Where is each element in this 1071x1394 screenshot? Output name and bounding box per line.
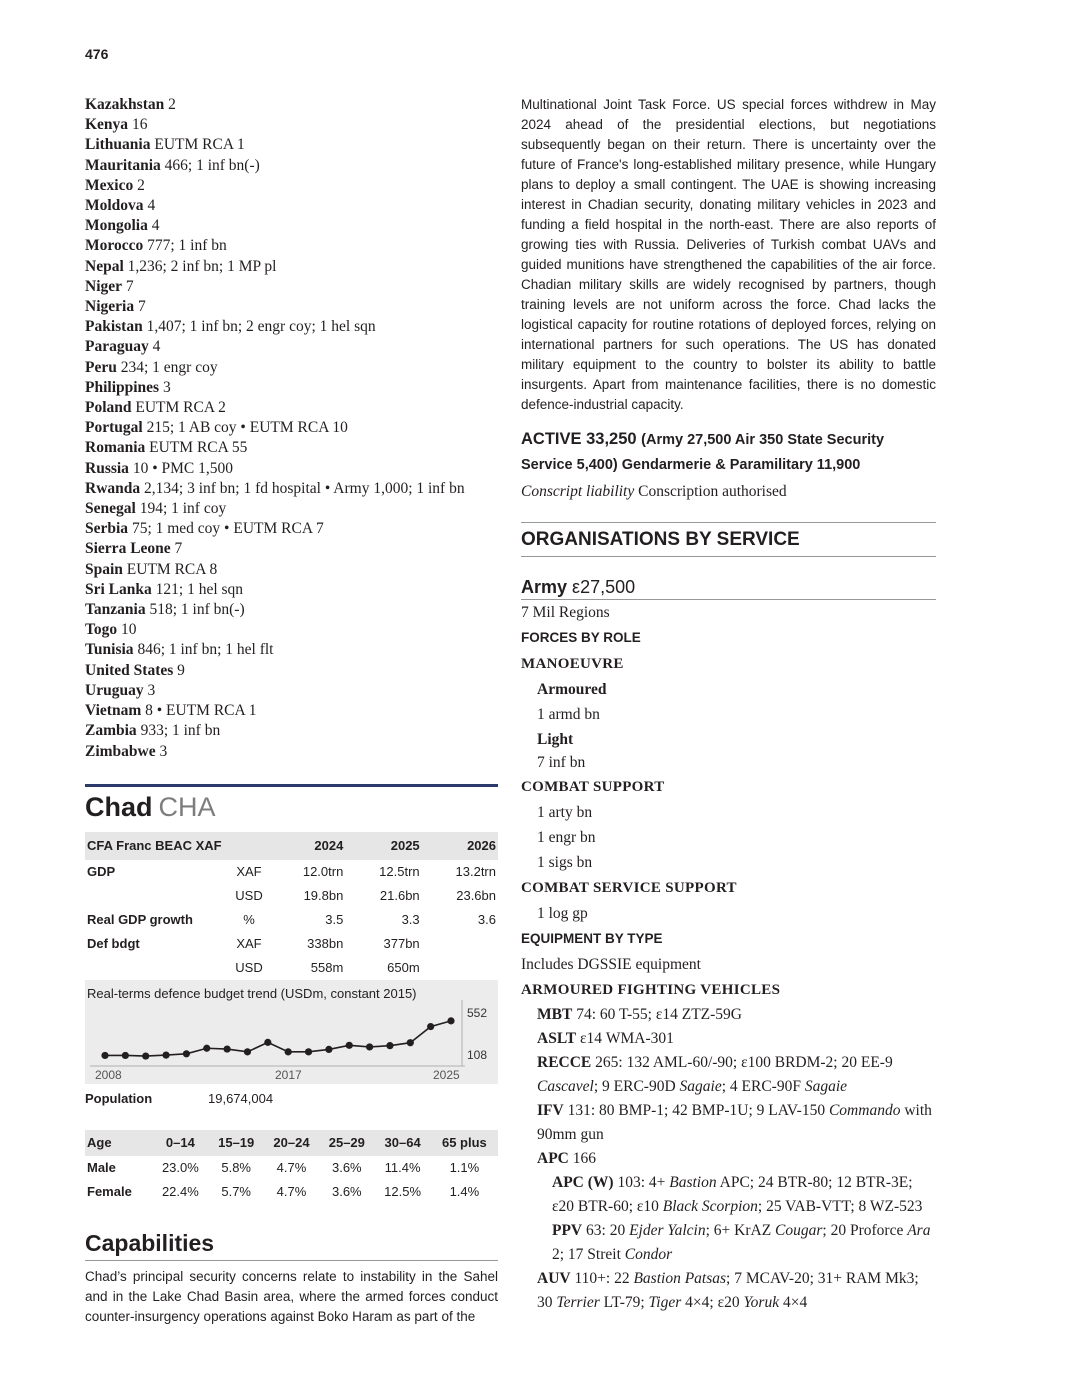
econ-cell: 19.8bn (303, 888, 344, 904)
deployment-row (85, 337, 498, 357)
econ-cell: Real GDP growth (87, 912, 193, 928)
data-point (142, 1052, 149, 1059)
recce-label: RECCE (537, 1054, 592, 1071)
deployment-country: Mauritania (85, 156, 161, 174)
chart-svg (85, 980, 498, 1084)
data-point (244, 1048, 251, 1055)
army-heading (521, 577, 936, 600)
deployment-row (85, 257, 498, 277)
deployment-row (85, 297, 498, 317)
chart-title: Real-terms defence budget trend (USDm, constant 2015) (87, 985, 417, 1001)
conscript-value: Conscription authorised (638, 483, 787, 500)
age-cell: 5.8% (221, 1160, 251, 1176)
population-value: 19,674,004 (208, 1090, 274, 1106)
mbt-text: 74: 60 T-55; ε14 ZTZ-59G (576, 1006, 742, 1023)
deployment-row (85, 115, 498, 135)
deployment-row (85, 358, 498, 378)
econ-row (85, 860, 498, 884)
age-header-cell: 30–64 (374, 1130, 430, 1156)
deployment-row (85, 560, 498, 580)
econ-row (85, 932, 498, 956)
deployment-detail: 8 • EUTM RCA 1 (145, 702, 257, 720)
y-label: 108 (467, 1047, 488, 1062)
deployment-row (85, 156, 498, 176)
econ-cell (85, 884, 229, 908)
deployment-detail: 3 (162, 378, 171, 396)
economic-table (85, 832, 498, 980)
econ-cell: 3.5 (325, 912, 344, 928)
active-detail: (Army 27,500 Air 350 State Security Service 5,400) Gendarmerie & Paramilitary 11,900 (521, 432, 885, 473)
deployment-row (85, 438, 498, 458)
age-header-cell: 20–24 (264, 1130, 319, 1156)
age-cell: 11.4% (384, 1160, 421, 1176)
auv-entry: AUV 110+: 22 Bastion Patsas; 7 MCAV-20; 31+ RAM Mk3; 30 Terrier LT-79; Tiger 4×4; ε20 Yoruk 4×4 (537, 1270, 919, 1311)
econ-cell: 3.3 (401, 912, 420, 928)
deployment-country: Serbia (85, 520, 129, 538)
active-label: ACTIVE 33,250 (521, 430, 637, 448)
deployment-country: Kenya (85, 116, 129, 134)
econ-cell: 558m (310, 960, 344, 976)
currency-label: CFA Franc BEAC XAF (85, 832, 229, 860)
deployment-country: Nigeria (85, 298, 135, 316)
econ-row (85, 884, 498, 908)
armoured-heading: Armoured (537, 681, 607, 698)
deployment-detail: 4 (152, 338, 161, 356)
deployment-row (85, 418, 498, 438)
cs-unit-engr: 1 engr bn (537, 829, 596, 846)
econ-cell: 3.6 (477, 912, 496, 928)
deployment-row (85, 742, 498, 762)
ppv-entry: PPV 63: 20 Ejder Yalcin; 6+ KrAZ Cougar; 20 Proforce Ara 2; 17 Streit Condor (552, 1222, 931, 1263)
deployment-list (85, 95, 498, 762)
deployment-detail: EUTM RCA 8 (126, 560, 218, 578)
econ-cell: XAF (236, 864, 262, 880)
econ-cell: GDP (87, 864, 116, 880)
army-strength: ε27,500 (572, 577, 636, 597)
deployment-row (85, 378, 498, 398)
data-point (285, 1048, 292, 1055)
data-point (264, 1038, 271, 1045)
deployment-detail: 10 (121, 621, 137, 639)
age-cell: 3.6% (331, 1184, 362, 1200)
deployment-row (85, 317, 498, 337)
deployment-country: Pakistan (85, 318, 143, 336)
cs-unit-arty: 1 arty bn (537, 804, 593, 821)
deployment-detail: 466; 1 inf bn(-) (164, 156, 260, 174)
deployment-country: Portugal (85, 419, 143, 437)
x-tick-label: 2025 (433, 1067, 460, 1082)
deployment-row (85, 620, 498, 640)
deployment-detail: 16 (131, 116, 148, 134)
age-cell: 1.4% (449, 1184, 480, 1200)
armoured-units: 1 armd bn (537, 706, 600, 723)
deployment-detail: 75; 1 med coy • EUTM RCA 7 (131, 520, 324, 538)
deployment-detail: 7 (137, 298, 146, 316)
econ-cell: USD (235, 888, 263, 904)
deployment-row (85, 95, 498, 115)
econ-cell: Def bdgt (87, 936, 140, 952)
deployment-country: Paraguay (85, 338, 149, 356)
apcw-label: APC (W) (552, 1174, 614, 1191)
auv-label: AUV (537, 1270, 571, 1287)
deployment-row (85, 681, 498, 701)
deployment-country: Niger (85, 277, 123, 295)
year-2025: 2025 (345, 832, 421, 860)
light-units: 7 inf bn (537, 754, 586, 771)
combat-support-heading: COMBAT SUPPORT (521, 779, 665, 795)
age-header-row (85, 1130, 498, 1156)
age-header-cell: Age (85, 1130, 152, 1156)
deployment-detail: 10 • PMC 1,500 (132, 459, 233, 477)
manoeuvre-heading: MANOEUVRE (521, 656, 624, 672)
deployment-country: Tunisia (85, 641, 134, 659)
econ-header-row (85, 832, 498, 860)
econ-row (85, 908, 498, 932)
y-label: 552 (467, 1005, 488, 1020)
age-cell: 4.7% (276, 1184, 307, 1200)
deployment-detail: 3 (159, 742, 168, 760)
data-point (366, 1043, 373, 1050)
year-2026: 2026 (422, 832, 498, 860)
data-point (325, 1046, 332, 1053)
data-point (407, 1039, 414, 1046)
data-point (305, 1048, 312, 1055)
population-label: Population (85, 1090, 153, 1106)
defence-budget-chart (85, 980, 498, 1084)
cs-unit-sigs: 1 sigs bn (537, 854, 593, 871)
age-cell: Male (87, 1160, 116, 1176)
css-units: 1 log gp (537, 905, 588, 922)
deployment-row (85, 519, 498, 539)
apcw-entry: APC (W) 103: 4+ Bastion APC; 24 BTR-80; 12 BTR-3E; ε20 BTR-60; ε10 Black Scorpion; 25 VAB-VTT; 8 WZ-523 (552, 1174, 923, 1215)
deployment-detail: 194; 1 inf coy (139, 500, 227, 518)
age-cell: Female (87, 1184, 132, 1200)
age-cell: 12.5% (384, 1184, 422, 1200)
deployment-row (85, 661, 498, 681)
deployment-detail: 2 (168, 96, 176, 113)
deployment-country: Moldova (85, 197, 144, 215)
data-point (183, 1050, 190, 1057)
age-header-cell: 65 plus (431, 1130, 498, 1156)
country-title (85, 792, 498, 832)
age-cell: 1.1% (449, 1160, 480, 1176)
x-tick-label: 2008 (95, 1067, 122, 1082)
deployment-row (85, 277, 498, 297)
age-header-cell: 0–14 (152, 1130, 208, 1156)
deployment-detail: 215; 1 AB coy • EUTM RCA 10 (146, 419, 348, 437)
deployment-country: Rwanda (85, 479, 141, 497)
deployment-country: Poland (85, 399, 132, 417)
deployment-detail: 1,236; 2 inf bn; 1 MP pl (127, 257, 277, 275)
data-point (224, 1045, 231, 1052)
deployment-country: Zambia (85, 722, 137, 740)
mbt-entry (521, 1003, 936, 1027)
econ-cell: 23.6bn (456, 888, 496, 904)
deployment-detail: 933; 1 inf bn (140, 722, 221, 740)
css-heading: COMBAT SERVICE SUPPORT (521, 880, 737, 896)
age-cell: 4.7% (276, 1160, 307, 1176)
deployment-country: Uruguay (85, 681, 144, 699)
includes-note: Includes DGSSIE equipment (521, 956, 701, 973)
data-point (101, 1052, 108, 1059)
econ-cell: XAF (236, 936, 262, 952)
econ-cell: 21.6bn (379, 888, 420, 904)
page-number: 476 (85, 46, 109, 62)
deployment-row (85, 600, 498, 620)
age-cell: 3.6% (331, 1160, 362, 1176)
age-cell: 23.0% (161, 1160, 199, 1176)
age-row (85, 1180, 498, 1204)
left-column (85, 95, 498, 1327)
equipment-heading: EQUIPMENT BY TYPE (521, 931, 663, 946)
forces-by-role-heading: FORCES BY ROLE (521, 630, 641, 645)
deployment-detail: EUTM RCA 55 (149, 439, 248, 457)
deployment-detail: EUTM RCA 1 (154, 136, 245, 154)
aslt-label: ASLT (537, 1030, 577, 1047)
light-heading: Light (537, 731, 574, 748)
active-strength (521, 427, 936, 477)
army-name: Army (521, 577, 568, 597)
deployment-detail: 846; 1 inf bn; 1 hel flt (137, 641, 274, 659)
data-point (346, 1041, 353, 1048)
capabilities-text: Chad’s principal security concerns relate to instability in the Sahel and in the Lake Chad Basin area, where the armed forces conduct counter-insurgency operations against Boko Haram as part of the (85, 1268, 498, 1324)
ppv-label: PPV (552, 1222, 583, 1239)
deployment-country: United States (85, 661, 174, 679)
deployment-country: Togo (85, 621, 118, 639)
aslt-entry (521, 1027, 936, 1051)
capabilities-text-continued: Multinational Joint Task Force. US special forces withdrew in May 2024 ahead of the presidential elections, but negotiations subsequently began on their return. There is uncertainty over the future of France's long-established military presence, while Hungary plans to deploy a small contingent. The UAE is showing increasing interest in Chadian security, donating military vehicles in 2023 and funding a field hospital in the north-east. There are also reports of growing ties with Russia. Deliveries of Turkish combat UAVs and guided munitions have strengthened the capabilities of the air force. Chadian military skills are widely recognised by partners, though training levels are not uniform across the force. Chad lacks the logistical capacity for routine rotations of deployed forces, relying on international partners for such operations. The US has donated military equipment to the country to bolster its ability to battle insurgents. Apart from maintenance facilities, there is no domestic defence-industrial capacity. (521, 97, 936, 412)
deployment-detail: 2 (137, 176, 145, 194)
section-rule (85, 784, 498, 787)
econ-row (85, 956, 498, 980)
deployment-detail: 777; 1 inf bn (147, 237, 227, 255)
econ-cell (422, 956, 498, 980)
x-tick-label: 2017 (275, 1067, 302, 1082)
deployment-row (85, 176, 498, 196)
data-point (386, 1042, 393, 1049)
data-point (122, 1052, 129, 1059)
deployment-country: Spain (85, 560, 123, 578)
econ-cell: 377bn (383, 936, 420, 952)
deployment-country: Nepal (85, 257, 124, 275)
deployment-country: Tanzania (85, 601, 146, 619)
data-point (203, 1044, 210, 1051)
army-regions: 7 Mil Regions (521, 604, 610, 621)
econ-cell: USD (235, 960, 263, 976)
deployment-row (85, 580, 498, 600)
deployment-country: Philippines (85, 378, 160, 396)
econ-cell: 13.2trn (455, 864, 496, 880)
econ-cell (422, 932, 498, 956)
econ-cell: 12.5trn (379, 864, 420, 880)
deployment-detail: EUTM RCA 2 (135, 399, 226, 417)
deployment-detail: 7 (125, 277, 134, 295)
aslt-text: ε14 WMA-301 (579, 1030, 674, 1047)
mbt-label: MBT (537, 1006, 573, 1023)
deployment-detail: 518; 1 inf bn(-) (149, 601, 245, 619)
econ-cell: 338bn (307, 936, 344, 952)
age-header-cell: 15–19 (209, 1130, 264, 1156)
econ-body (85, 860, 498, 980)
ifv-entry: IFV 131: 80 BMP-1; 42 BMP-1U; 9 LAV-150 Commando with 90mm gun (537, 1102, 932, 1143)
deployment-row (85, 701, 498, 721)
deployment-row (85, 196, 498, 216)
age-row (85, 1156, 498, 1180)
data-point (447, 1017, 454, 1024)
recce-entry: RECCE 265: 132 AML-60/-90; ε100 BRDM-2; 20 EE-9 Cascavel; 9 ERC-90D Sagaie; 4 ERC-90F Sagaie (537, 1054, 893, 1095)
country-name: Chad (85, 791, 153, 822)
deployment-country: Zimbabwe (85, 742, 156, 760)
conscript-liability (521, 483, 936, 501)
deployment-country: Mongolia (85, 217, 148, 235)
deployment-country: Mexico (85, 176, 134, 194)
deployment-row (85, 216, 498, 236)
deployment-country: Vietnam (85, 702, 142, 720)
deployment-detail: 234; 1 engr coy (120, 358, 218, 376)
apc-label: APC (537, 1150, 569, 1167)
right-column (521, 95, 936, 1315)
deployment-row (85, 459, 498, 479)
deployment-row (85, 236, 498, 256)
deployment-detail: 2,134; 3 inf bn; 1 fd hospital • Army 1,000; 1 inf bn (144, 479, 465, 497)
capabilities-title: Capabilities (85, 1230, 498, 1261)
conscript-label: Conscript liability (521, 483, 635, 500)
deployment-country: Romania (85, 439, 146, 457)
population-row (85, 1084, 498, 1114)
deployment-country: Sierra Leone (85, 540, 171, 558)
deployment-detail: 9 (177, 661, 185, 679)
year-2024: 2024 (269, 832, 345, 860)
country-code: CHA (158, 791, 216, 822)
apc-entry (521, 1147, 936, 1171)
organisations-title: ORGANISATIONS BY SERVICE (521, 522, 936, 557)
deployment-country: Kazakhstan (85, 96, 165, 113)
econ-cell: 650m (387, 960, 420, 976)
deployment-row (85, 135, 498, 155)
deployment-country: Russia (85, 459, 129, 477)
deployment-row (85, 499, 498, 519)
ifv-label: IFV (537, 1102, 564, 1119)
deployment-country: Morocco (85, 237, 144, 255)
deployment-row (85, 640, 498, 660)
deployment-row (85, 479, 498, 499)
econ-cell (85, 956, 229, 980)
age-table (85, 1130, 498, 1204)
deployment-country: Senegal (85, 500, 136, 518)
series-line (105, 1021, 451, 1056)
deployment-country: Sri Lanka (85, 580, 152, 598)
deployment-detail: 121; 1 hel sqn (155, 580, 244, 598)
deployment-row (85, 721, 498, 741)
deployment-country: Peru (85, 358, 117, 376)
data-point (162, 1051, 169, 1058)
deployment-row (85, 398, 498, 418)
econ-cell: 12.0trn (302, 864, 344, 880)
deployment-detail: 1,407; 1 inf bn; 2 engr coy; 1 hel sqn (146, 318, 376, 336)
deployment-detail: 7 (174, 540, 183, 558)
data-point (427, 1023, 434, 1030)
deployment-row (85, 539, 498, 559)
deployment-detail: 4 (147, 197, 156, 215)
age-cell: 22.4% (161, 1184, 199, 1200)
age-header-cell: 25–29 (319, 1130, 374, 1156)
afv-heading: ARMOURED FIGHTING VEHICLES (521, 982, 781, 998)
deployment-detail: 3 (147, 681, 156, 699)
apc-text: 166 (572, 1150, 596, 1167)
econ-cell: % (243, 912, 255, 928)
age-cell: 5.7% (221, 1184, 251, 1200)
deployment-detail: 4 (151, 217, 160, 235)
deployment-country: Lithuania (85, 136, 151, 154)
